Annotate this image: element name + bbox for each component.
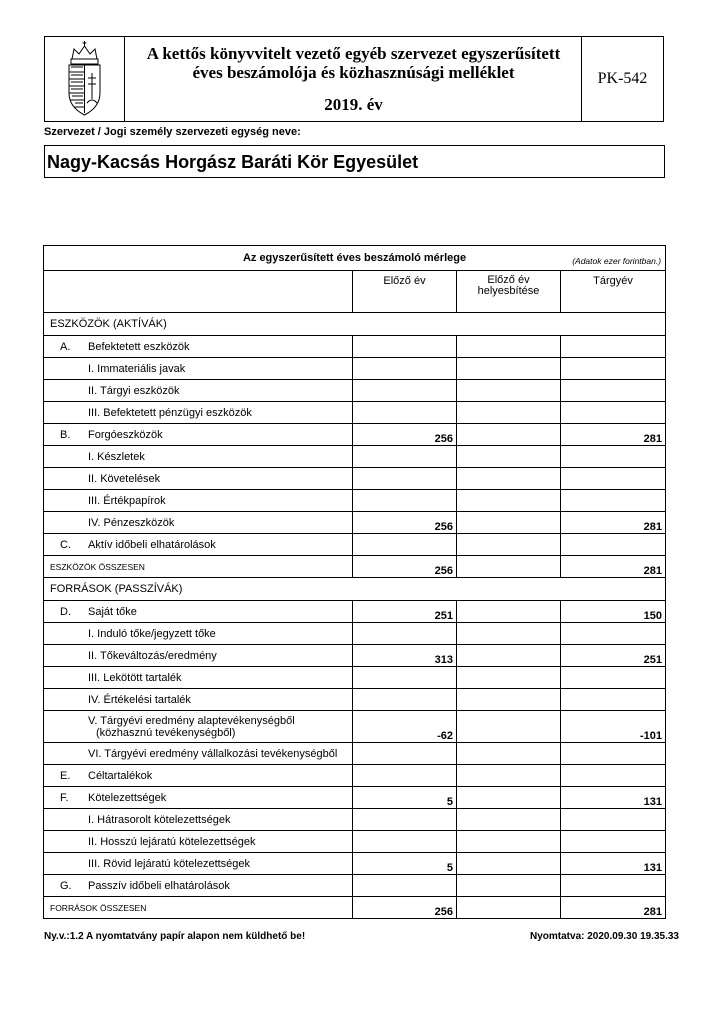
balance-row bbox=[44, 534, 666, 556]
value-corr bbox=[457, 380, 561, 402]
value-prev bbox=[353, 358, 457, 380]
value-prev: 256 bbox=[353, 424, 457, 446]
value-curr: 150 bbox=[561, 601, 666, 623]
value-prev: 256 bbox=[353, 512, 457, 534]
row-label-cell bbox=[44, 490, 353, 512]
row-label: IV. Értékelési tartalék bbox=[88, 693, 191, 706]
balance-row bbox=[44, 446, 666, 468]
row-label-cell bbox=[44, 743, 353, 765]
row-letter: B. bbox=[60, 428, 71, 441]
balance-row bbox=[44, 875, 666, 897]
row-label: Forgóeszközök bbox=[88, 428, 163, 441]
row-label-cell bbox=[44, 336, 353, 358]
row-label-cell bbox=[44, 711, 353, 743]
value-prev: 256 bbox=[353, 897, 457, 919]
section-heading bbox=[44, 313, 666, 336]
row-label-cell bbox=[44, 765, 353, 787]
row-label-cell bbox=[44, 853, 353, 875]
row-letter: D. bbox=[60, 605, 71, 618]
value-corr bbox=[457, 556, 561, 578]
value-corr bbox=[457, 534, 561, 556]
value-prev: 313 bbox=[353, 645, 457, 667]
row-label: VI. Tárgyévi eredmény vállalkozási tevékenységből bbox=[88, 747, 338, 760]
value-curr bbox=[561, 402, 666, 424]
balance-caption: Az egyszerűsített éves beszámoló mérlege bbox=[242, 252, 467, 264]
row-label-cell bbox=[44, 787, 353, 809]
value-curr bbox=[561, 875, 666, 897]
row-label: Aktív időbeli elhatárolások bbox=[88, 538, 216, 551]
balance-caption-cell bbox=[44, 246, 666, 271]
row-label: I. Immateriális javak bbox=[88, 362, 186, 375]
value-curr bbox=[561, 380, 666, 402]
value-corr bbox=[457, 468, 561, 490]
form-header bbox=[44, 36, 664, 122]
value-corr bbox=[457, 897, 561, 919]
value-corr bbox=[457, 402, 561, 424]
value-corr bbox=[457, 512, 561, 534]
value-curr bbox=[561, 446, 666, 468]
report-year: 2019. év bbox=[324, 95, 383, 114]
col-header-label bbox=[44, 271, 353, 313]
row-label-cell bbox=[44, 556, 353, 578]
total-label: FORRÁSOK ÖSSZESEN bbox=[50, 902, 147, 913]
value-prev: 251 bbox=[353, 601, 457, 623]
value-curr bbox=[561, 667, 666, 689]
value-curr bbox=[561, 765, 666, 787]
balance-row bbox=[44, 623, 666, 645]
hungarian-coat-of-arms-icon bbox=[45, 37, 124, 121]
row-label-cell bbox=[44, 446, 353, 468]
col-header-prev: Előző év bbox=[353, 271, 457, 313]
row-letter: A. bbox=[60, 340, 71, 353]
value-curr: -101 bbox=[561, 711, 666, 743]
row-label: III. Rövid lejáratú kötelezettségek bbox=[88, 857, 251, 870]
unit-note: (Adatok ezer forintban.) bbox=[572, 256, 662, 266]
row-label: Kötelezettségek bbox=[88, 791, 167, 804]
value-corr bbox=[457, 743, 561, 765]
row-label-cell bbox=[44, 534, 353, 556]
col-header-curr: Tárgyév bbox=[561, 271, 666, 313]
value-curr: 251 bbox=[561, 645, 666, 667]
balance-caption-row bbox=[44, 246, 666, 271]
row-label-cell bbox=[44, 809, 353, 831]
value-curr: 131 bbox=[561, 853, 666, 875]
value-prev: 5 bbox=[353, 853, 457, 875]
value-prev bbox=[353, 667, 457, 689]
row-label: Saját tőke bbox=[88, 605, 137, 618]
value-corr bbox=[457, 446, 561, 468]
row-letter: C. bbox=[60, 538, 71, 551]
balance-row bbox=[44, 765, 666, 787]
value-curr bbox=[561, 743, 666, 765]
value-corr bbox=[457, 601, 561, 623]
section-heading-label: ESZKÖZÖK (AKTÍVÁK) bbox=[50, 318, 167, 330]
value-corr bbox=[457, 853, 561, 875]
value-prev bbox=[353, 534, 457, 556]
row-letter: G. bbox=[60, 879, 72, 892]
footer-left: Ny.v.:1.2 A nyomtatvány papír alapon nem küldhető be! bbox=[44, 931, 306, 942]
balance-row bbox=[44, 897, 666, 919]
row-label-cell bbox=[44, 512, 353, 534]
value-corr bbox=[457, 424, 561, 446]
row-label-cell bbox=[44, 601, 353, 623]
balance-row bbox=[44, 380, 666, 402]
balance-row bbox=[44, 358, 666, 380]
value-prev bbox=[353, 743, 457, 765]
row-label-cell bbox=[44, 689, 353, 711]
row-label: V. Tárgyévi eredmény alaptevékenységből bbox=[88, 714, 295, 727]
value-curr bbox=[561, 809, 666, 831]
balance-row bbox=[44, 645, 666, 667]
row-label: III. Befektetett pénzügyi eszközök bbox=[88, 406, 252, 419]
row-label-cell bbox=[44, 645, 353, 667]
row-label: Passzív időbeli elhatárolások bbox=[88, 879, 230, 892]
value-prev bbox=[353, 689, 457, 711]
section-heading bbox=[44, 578, 666, 601]
value-corr bbox=[457, 787, 561, 809]
value-corr bbox=[457, 336, 561, 358]
value-curr: 281 bbox=[561, 897, 666, 919]
form-title bbox=[125, 37, 582, 121]
value-curr bbox=[561, 468, 666, 490]
value-corr bbox=[457, 490, 561, 512]
balance-row bbox=[44, 853, 666, 875]
balance-row bbox=[44, 601, 666, 623]
title-line-1: A kettős könyvvitelt vezető egyéb szervezet egyszerűsített bbox=[146, 44, 561, 63]
balance-row bbox=[44, 556, 666, 578]
value-corr bbox=[457, 711, 561, 743]
row-label: III. Lekötött tartalék bbox=[88, 671, 182, 684]
value-prev bbox=[353, 402, 457, 424]
row-label: II. Követelések bbox=[88, 472, 161, 485]
row-label: I. Hátrasorolt kötelezettségek bbox=[88, 813, 231, 826]
balance-row bbox=[44, 424, 666, 446]
row-label: III. Értékpapírok bbox=[88, 494, 166, 507]
row-label-cell bbox=[44, 468, 353, 490]
balance-row bbox=[44, 809, 666, 831]
balance-row bbox=[44, 578, 666, 601]
col-header-corr-line2: helyesbítése bbox=[477, 285, 540, 297]
value-curr bbox=[561, 689, 666, 711]
org-name: Nagy-Kacsás Horgász Baráti Kör Egyesület bbox=[44, 145, 665, 177]
value-curr bbox=[561, 534, 666, 556]
balance-row bbox=[44, 831, 666, 853]
value-prev bbox=[353, 809, 457, 831]
balance-row bbox=[44, 787, 666, 809]
value-curr bbox=[561, 336, 666, 358]
row-letter: F. bbox=[60, 791, 69, 804]
value-corr bbox=[457, 623, 561, 645]
balance-row bbox=[44, 667, 666, 689]
row-label-continuation: (közhasznú tevékenységből) bbox=[96, 726, 236, 739]
value-prev bbox=[353, 446, 457, 468]
row-label: IV. Pénzeszközök bbox=[88, 516, 175, 529]
row-label-cell bbox=[44, 667, 353, 689]
footer-right: Nyomtatva: 2020.09.30 19.35.33 bbox=[530, 931, 679, 942]
row-label-cell bbox=[44, 831, 353, 853]
row-label: II. Tőkeváltozás/eredmény bbox=[88, 649, 217, 662]
form-code: PK-542 bbox=[581, 37, 663, 121]
row-label-cell bbox=[44, 358, 353, 380]
row-label: II. Hosszú lejáratú kötelezettségek bbox=[88, 835, 256, 848]
total-label: ESZKÖZÖK ÖSSZESEN bbox=[50, 561, 145, 572]
row-label-cell bbox=[44, 424, 353, 446]
balance-row bbox=[44, 468, 666, 490]
balance-row bbox=[44, 490, 666, 512]
coat-of-arms-logo bbox=[45, 37, 125, 121]
column-header-row bbox=[44, 271, 666, 313]
value-curr: 281 bbox=[561, 424, 666, 446]
org-label: Szervezet / Jogi személy szervezeti egység neve: bbox=[44, 126, 301, 138]
balance-table bbox=[43, 245, 666, 919]
row-label-cell bbox=[44, 897, 353, 919]
row-label-cell bbox=[44, 623, 353, 645]
value-prev bbox=[353, 623, 457, 645]
title-line-2: éves beszámolója és közhasznúsági melléklet bbox=[192, 63, 515, 82]
value-corr bbox=[457, 831, 561, 853]
value-curr: 281 bbox=[561, 512, 666, 534]
value-curr bbox=[561, 831, 666, 853]
value-corr bbox=[457, 875, 561, 897]
value-prev: -62 bbox=[353, 711, 457, 743]
balance-row bbox=[44, 402, 666, 424]
value-corr bbox=[457, 765, 561, 787]
value-prev: 256 bbox=[353, 556, 457, 578]
value-curr: 281 bbox=[561, 556, 666, 578]
row-label-cell bbox=[44, 875, 353, 897]
row-letter: E. bbox=[60, 769, 71, 782]
balance-row bbox=[44, 512, 666, 534]
balance-row bbox=[44, 313, 666, 336]
value-prev: 5 bbox=[353, 787, 457, 809]
value-prev bbox=[353, 765, 457, 787]
row-label: I. Induló tőke/jegyzett tőke bbox=[88, 627, 216, 640]
value-prev bbox=[353, 490, 457, 512]
row-label-cell bbox=[44, 402, 353, 424]
value-curr bbox=[561, 623, 666, 645]
row-label-cell bbox=[44, 380, 353, 402]
value-corr bbox=[457, 667, 561, 689]
col-header-corr bbox=[457, 271, 561, 313]
value-corr bbox=[457, 358, 561, 380]
value-corr bbox=[457, 645, 561, 667]
value-curr bbox=[561, 358, 666, 380]
balance-row bbox=[44, 689, 666, 711]
row-label: Befektetett eszközök bbox=[88, 340, 190, 353]
value-prev bbox=[353, 336, 457, 358]
value-prev bbox=[353, 875, 457, 897]
balance-row bbox=[44, 743, 666, 765]
value-corr bbox=[457, 689, 561, 711]
col-header-corr-line1: Előző év bbox=[487, 274, 530, 286]
value-prev bbox=[353, 831, 457, 853]
row-label: Céltartalékok bbox=[88, 769, 153, 782]
balance-row bbox=[44, 711, 666, 743]
value-corr bbox=[457, 809, 561, 831]
row-label: II. Tárgyi eszközök bbox=[88, 384, 180, 397]
balance-body bbox=[44, 313, 666, 919]
value-curr: 131 bbox=[561, 787, 666, 809]
value-prev bbox=[353, 468, 457, 490]
balance-row bbox=[44, 336, 666, 358]
row-label: I. Készletek bbox=[88, 450, 145, 463]
value-prev bbox=[353, 380, 457, 402]
section-heading-label: FORRÁSOK (PASSZÍVÁK) bbox=[50, 583, 183, 595]
value-curr bbox=[561, 490, 666, 512]
